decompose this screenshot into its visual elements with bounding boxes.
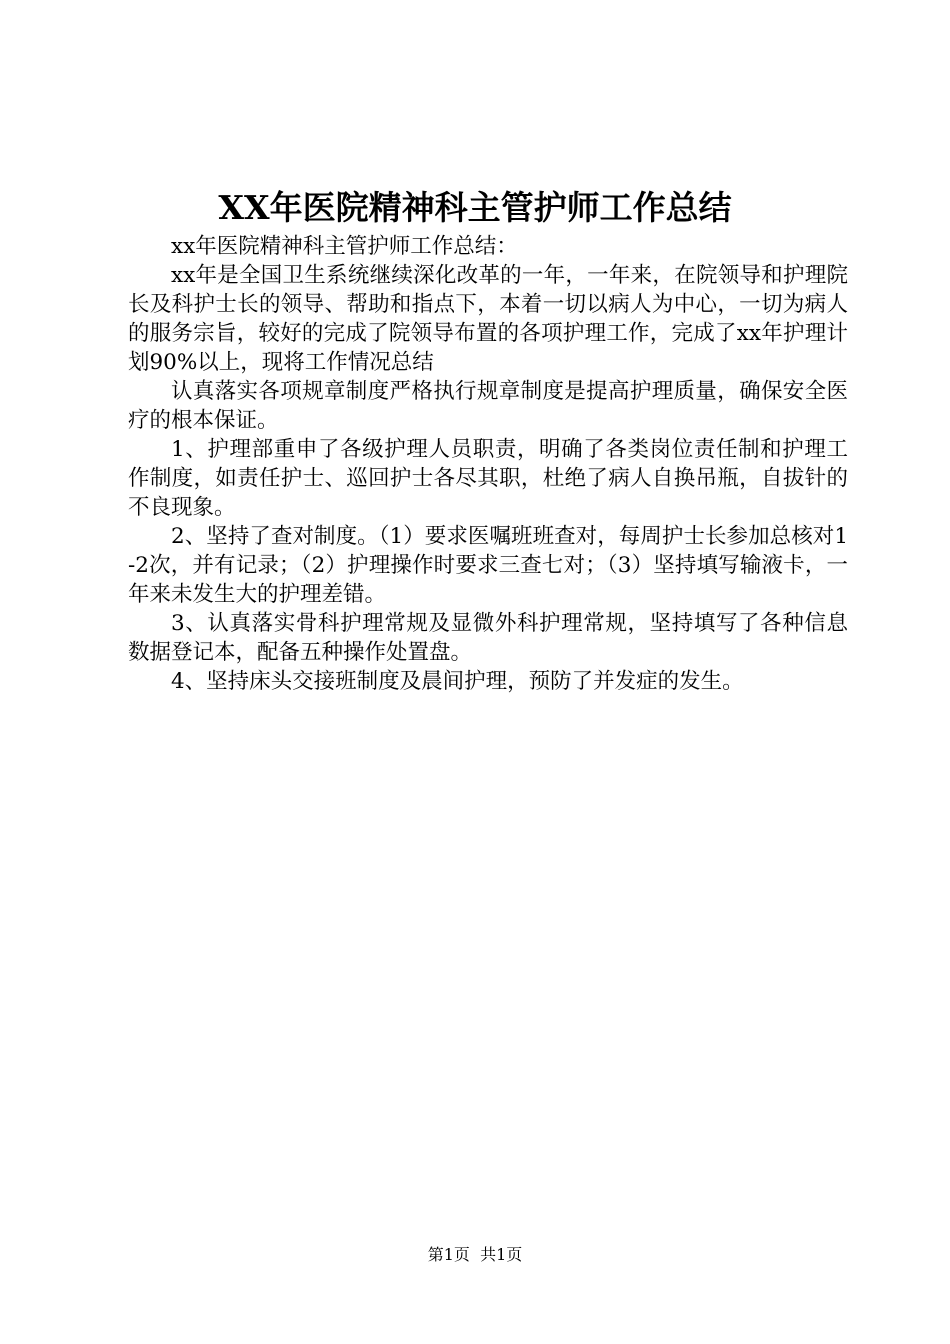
page-footer: 第1页 共1页 bbox=[427, 1245, 523, 1264]
paragraph-item-3: 3、认真落实骨科护理常规及显微外科护理常规，坚持填写了各种信息数据登记本，配备五种操作处置盘。 bbox=[128, 611, 848, 665]
paragraph-intro: xx年医院精神科主管护师工作总结： bbox=[171, 234, 518, 259]
document-body bbox=[128, 232, 848, 696]
document-title: XX年医院精神科主管护师工作总结 bbox=[218, 188, 732, 227]
paragraph-overview: xx年是全国卫生系统继续深化改革的一年，一年来，在院领导和护理院长及科护士长的领导、帮助和指点下，本着一切以病人为中心，一切为病人的服务宗旨，较好的完成了院领导布置的各项护理工作，完成了xx年护理计划90%以上，现将工作情况总结 bbox=[128, 263, 848, 375]
paragraph-rules: 认真落实各项规章制度严格执行规章制度是提高护理质量，确保安全医疗的根本保证。 bbox=[128, 379, 848, 433]
paragraph-item-4: 4、坚持床头交接班制度及晨间护理，预防了并发症的发生。 bbox=[171, 669, 744, 694]
paragraph-item-2: 2、坚持了查对制度。（1）要求医嘱班班查对，每周护士长参加总核对1-2次，并有记录；（2）护理操作时要求三查七对；（3）坚持填写输液卡，一年来未发生大的护理差错。 bbox=[128, 524, 848, 607]
paragraph-item-1: 1、护理部重申了各级护理人员职责，明确了各类岗位责任制和护理工作制度，如责任护士、巡回护士各尽其职，杜绝了病人自换吊瓶，自拔针的不良现象。 bbox=[128, 437, 848, 520]
